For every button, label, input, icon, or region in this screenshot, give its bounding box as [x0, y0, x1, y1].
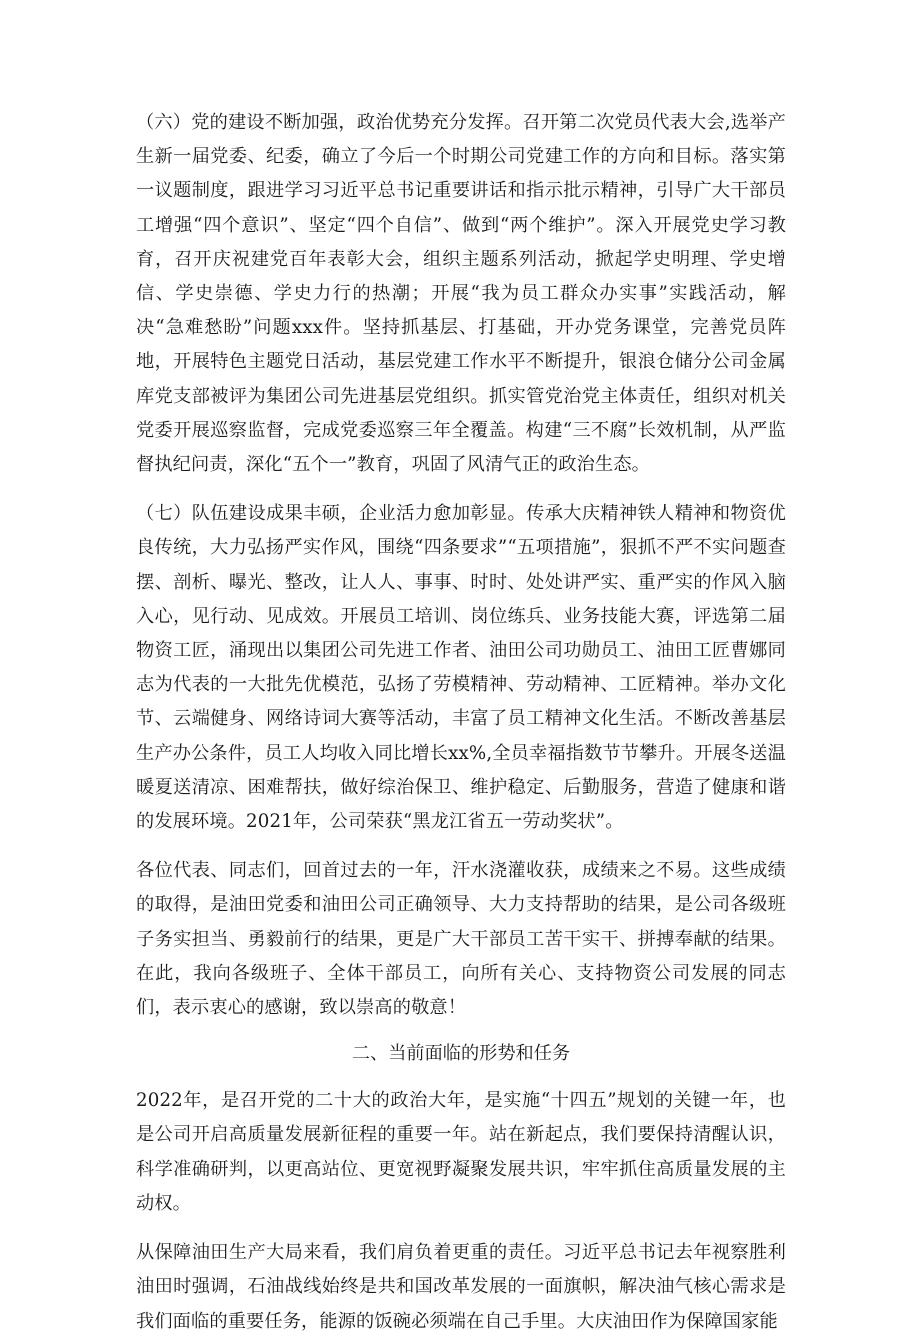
paragraph-oilfield-responsibility: 从保障油田生产大局来看，我们肩负着更重的责任。习近平总书记去年视察胜利油田时强调，石油战线始终是共和国改革发展的一面旗帜，解决油气核心需求是我们面临的重要任务，能源的饭碗必须端在自己手里。大庆油田作为保障国家能	[136, 1242, 786, 1332]
paragraph-acknowledgement: 各位代表、同志们，回首过去的一年，汗水浇灌收获，成绩来之不易。这些成绩的取得，是油田党委和油田公司正确领导、大力支持帮助的结果，是公司各级班子务实担当、勇毅前行的结果，更是广大干部员工苦干实干、拼搏奉献的结果。在此，我向各级班子、全体干部员工，向所有关心、支持物资公司发展的同志们，表示衷心的感谢，致以崇高的敬意！	[136, 860, 786, 1019]
paragraph-team-building: （七）队伍建设成果丰硕，企业活力愈加彰显。传承大庆精神铁人精神和物资优良传统，大力弘扬严实作风，围绕“四条要求”“五项措施”，狠抓不严不实问题查摆、剖析、曝光、整改，让人人、事事、时时、处处讲严实、重严实的作风入脑入心，见行动、见成效。开展员工培训、岗位练兵、业务技能大赛，评选第二届物资工匠，涌现出以集团公司先进工作者、油田公司功勋员工、油田工匠曹娜同志为代表的一大批先优模范，弘扬了劳模精神、劳动精神、工匠精神。举办文化节、云端健身、网络诗词大赛等活动，丰富了员工精神文化生活。不断改善基层生产办公条件，员工人均收入同比增长xx%,全员幸福指数节节攀升。开展冬送温暖夏送清凉、困难帮扶，做好综治保卫、维护稳定、后勤服务，营造了健康和谐的发展环境。2021年，公司荣获“黑龙江省五一劳动奖状”。	[136, 503, 786, 833]
paragraph-party-building: （六）党的建设不断加强，政治优势充分发挥。召开第二次党员代表大会,选举产生新一届党委、纪委，确立了今后一个时期公司党建工作的方向和目标。落实第一议题制度，跟进学习习近平总书记重要讲话和指示批示精神，引导广大干部员工增强“四个意识”、坚定“四个自信”、做到“两个维护”。深入开展党史学习教育，召开庆祝建党百年表彰大会，组织主题系列活动，掀起学史明理、学史增信、学史崇德、学史力行的热潮；开展“我为员工群众办实事”实践活动，解决“急难愁盼”问题xxx件。坚持抓基层、打基础，开办党务课堂，完善党员阵地，开展特色主题党日活动，基层党建工作水平不断提升，银浪仓储分公司金属库党支部被评为集团公司先进基层党组织。抓实管党治党主体责任，组织对机关党委开展巡察监督，完成党委巡察三年全覆盖。构建“三不腐”长效机制，从严监督执纪问责，深化“五个一”教育，巩固了风清气正的政治生态。	[136, 112, 786, 476]
paragraph-2022-outlook: 2022年，是召开党的二十大的政治大年，是实施“十四五”规划的关键一年，也是公司开启高质量发展新征程的重要一年。站在新起点，我们要保持清醒认识，科学准确研判，以更高站位、更宽视野凝聚发展共识，牢牢抓住高质量发展的主动权。	[136, 1090, 786, 1214]
section-heading: 二、当前面临的形势和任务	[351, 1043, 571, 1065]
document-page	[136, 106, 786, 1339]
